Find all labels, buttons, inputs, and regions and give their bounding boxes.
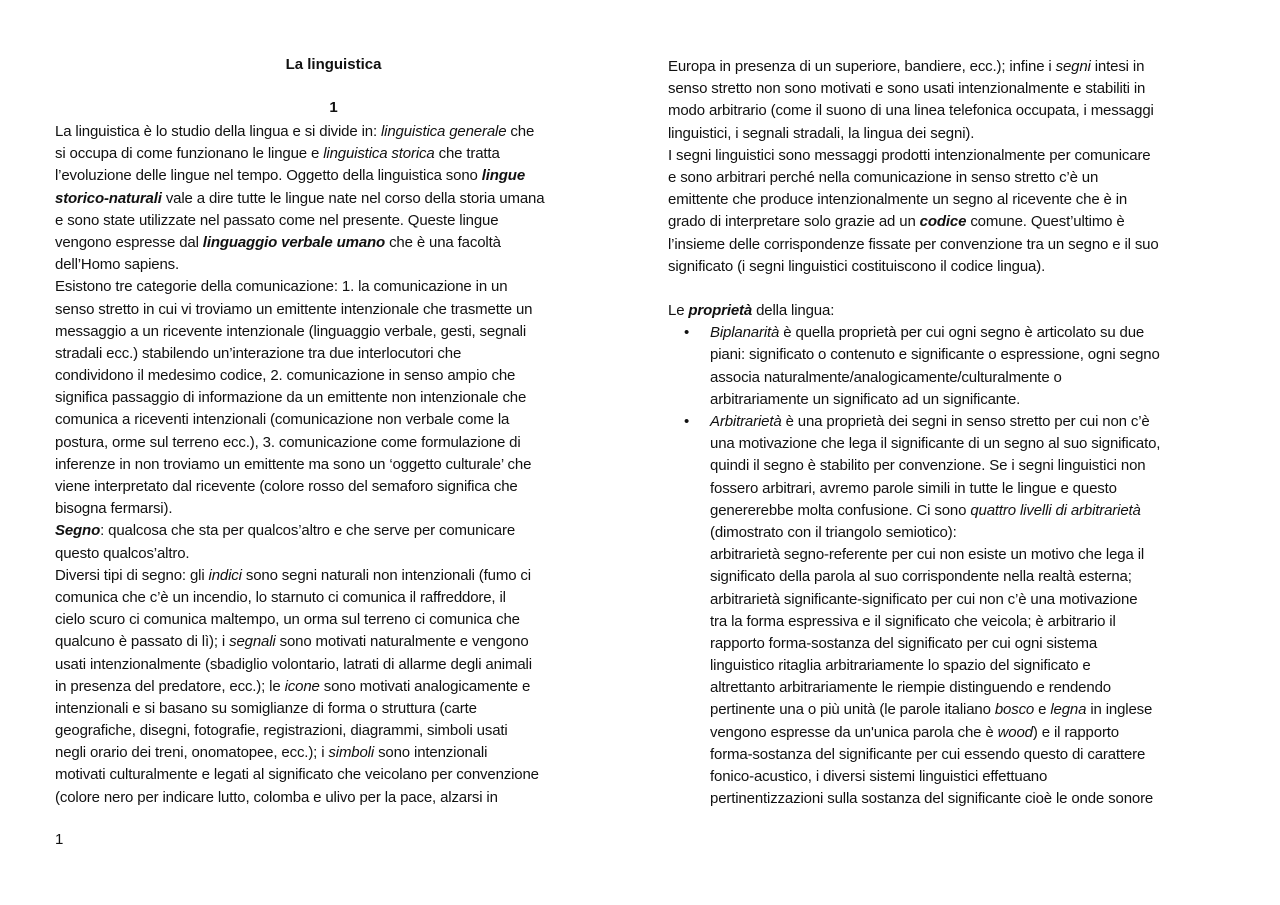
text-run: intenzionali e si basano su somiglianze di forma o struttura (carte (55, 699, 477, 717)
text-line (668, 522, 1160, 544)
text-line (55, 720, 544, 742)
italic-term: Arbitrarietà (710, 413, 782, 430)
text-line (668, 389, 1160, 411)
left-column (55, 121, 544, 809)
emphasized-term: linguaggio verbale umano (202, 233, 386, 251)
text-line (668, 100, 1160, 122)
text-run: sono segni naturali non intenzionali (fumo ci (241, 566, 531, 584)
text-run: cielo scuro ci comunica maltempo, un orma sul terreno ci comunica che (55, 611, 520, 629)
text-run: quindi il segno è stabilito per convenzione. Se i segni linguistici non (710, 457, 1146, 475)
text-line (55, 476, 544, 498)
text-run: sono motivati naturalmente e vengono (275, 633, 529, 651)
italic-term: icone (284, 677, 320, 695)
text-run: e sono arbitrari perché nella comunicazione in senso stretto c’è un (668, 168, 1099, 186)
text-run: motivati culturalmente e legati al significato che veicolano per convenzione (55, 766, 539, 784)
italic-term: linguistica storica (323, 145, 435, 163)
chapter-number: 1 (329, 99, 338, 116)
emphasized-term: lingue (481, 167, 526, 185)
text-line (55, 210, 544, 232)
text-line (55, 520, 544, 542)
right-column (668, 56, 1160, 810)
text-run: fonico-acustico, i diversi sistemi linguistici effettuano (710, 768, 1048, 785)
text-line (668, 78, 1160, 100)
text-run: viene interpretato dal ricevente (colore rosso del semaforo significa che (55, 478, 518, 495)
text-line (668, 655, 1160, 677)
text-line (668, 278, 1160, 300)
text-line (668, 145, 1160, 167)
text-run: arbitrarietà significante-significato per cui non c’è una motivazione (710, 590, 1138, 608)
text-run: si occupa di come funzionano le lingue e (55, 145, 324, 163)
text-run: in inglese (1086, 701, 1153, 719)
text-run: emittente che produce intenzionalmente un segno al ricevente che è in (668, 191, 1128, 209)
text-run: postura, orme sul terreno ecc.), 3. comunicazione come formulazione di (55, 433, 521, 451)
text-run: vengono espresse da un'unica parola che è (710, 723, 998, 741)
text-line (668, 344, 1160, 366)
text-line (668, 455, 1160, 477)
text-run: una motivazione che lega il significante di un segno al suo significato, (710, 435, 1161, 453)
text-run: è una proprietà dei segni in senso stretto per cui non c’è (781, 413, 1150, 430)
text-line (55, 299, 544, 321)
text-run: l’insieme delle corrispondenze fissate per convenzione tra un segno e il suo (668, 235, 1159, 253)
text-line (668, 744, 1160, 766)
text-line (55, 321, 544, 343)
text-run: che è una facoltà (385, 233, 501, 251)
text-run: comunica a riceventi intenzionali (comunicazione non verbale come la (55, 411, 510, 429)
text-line (55, 454, 544, 476)
text-line (668, 500, 1160, 522)
text-line (55, 254, 544, 276)
text-run: altrettanto arbitrariamente le riempie distinguendo e rendendo (710, 679, 1111, 697)
text-run: forma-sostanza del significante per cui essendo questo di carattere (710, 745, 1146, 763)
text-run: vengono espresse dal (55, 233, 203, 251)
italic-term: wood (997, 723, 1033, 741)
text-run: La linguistica è lo studio della lingua e si divide in: (55, 123, 381, 140)
text-run: senso stretto in cui vi troviamo un emittente intenzionale che trasmette un (55, 300, 533, 318)
text-line (55, 343, 544, 365)
italic-term: simboli (328, 744, 375, 762)
text-run: genererebbe molta confusione. Ci sono (710, 501, 971, 519)
italic-term: quattro livelli di arbitrarietà (970, 501, 1141, 519)
text-run: inferenze in non troviamo un emittente ma sono un ‘oggetto culturale’ che (55, 455, 532, 473)
text-run: fossero arbitrari, avremo parole simili in tutte le lingue e questo (710, 479, 1117, 497)
text-line (668, 766, 1160, 788)
text-line (55, 764, 544, 786)
text-run: e (1034, 701, 1051, 719)
text-line (55, 698, 544, 720)
text-run: linguistici, i segnali stradali, la lingua dei segni). (668, 124, 975, 142)
bullet-list-item (668, 411, 1160, 810)
text-line (668, 566, 1160, 588)
text-line (55, 498, 544, 520)
text-run: Europa in presenza di un superiore, bandiere, ecc.); infine i (668, 58, 1056, 75)
text-run: messaggio a un ricevente intenzionale (linguaggio verbale, gesti, segnali (55, 322, 527, 340)
text-line (55, 787, 544, 809)
text-run: usati intenzionalmente (sbadiglio volontario, latrati di allarme degli animali (55, 655, 532, 673)
text-line (668, 722, 1160, 744)
text-line (55, 631, 544, 653)
text-run: I segni linguistici sono messaggi prodotti intenzionalmente per comunicare (668, 146, 1151, 164)
text-line (668, 478, 1160, 500)
text-line (55, 165, 544, 187)
text-line (55, 565, 544, 587)
text-run: vale a dire tutte le lingue nate nel corso della storia umana (161, 189, 545, 207)
text-run: arbitrarietà segno-referente per cui non esiste un motivo che lega il (710, 546, 1145, 564)
text-run: dell’Homo sapiens. (55, 256, 180, 274)
text-line (668, 189, 1160, 211)
text-line (668, 433, 1160, 455)
text-run: grado di interpretare solo grazie ad un (668, 213, 920, 231)
text-run: Le (668, 302, 689, 320)
text-line (55, 654, 544, 676)
text-run: l’evoluzione delle lingue nel tempo. Oggetto della linguistica sono (55, 167, 482, 185)
text-run: piani: significato o contenuto e significante o espressione, ogni segno (710, 346, 1160, 364)
text-line (668, 633, 1160, 655)
text-run: linguistico ritaglia arbitrariamente lo spazio del significato e (710, 657, 1091, 675)
text-line (668, 677, 1160, 699)
text-run: associa naturalmente/analogicamente/culturalmente o (710, 368, 1062, 386)
italic-term: segni (1055, 58, 1091, 75)
text-run: è quella proprietà per cui ogni segno è articolato su due (779, 324, 1145, 342)
emphasized-term: Segno (55, 522, 101, 540)
text-run: intesi in (1090, 58, 1145, 75)
text-line (668, 211, 1160, 233)
bullet-list-item (668, 322, 1160, 411)
text-line (668, 300, 1160, 322)
text-run: della lingua: (752, 302, 835, 320)
text-line (668, 544, 1160, 566)
emphasized-term: proprietà (688, 302, 753, 320)
text-line (668, 367, 1160, 389)
text-run: comune. Quest’ultimo è (966, 213, 1125, 231)
text-run: stradali ecc.) stabilendo un’interazione tra due interlocutori che (55, 344, 462, 362)
text-run: negli orario dei treni, onomatopee, ecc.); i (55, 744, 329, 762)
text-run: tra la forma espressiva e il significato che veicola; è arbitrario il (710, 612, 1116, 630)
text-run: condividono il medesimo codice, 2. comunicazione in senso ampio che (55, 367, 516, 385)
text-run: senso stretto non sono motivati e sono usati intenzionalmente e stabiliti in (668, 80, 1146, 98)
text-line (668, 123, 1160, 145)
text-run: qualcuno è passato di lì); i (55, 633, 230, 651)
text-line (668, 699, 1160, 721)
bullet-icon: • (684, 324, 690, 342)
text-line (668, 411, 1160, 433)
text-run: comunica che c’è un incendio, lo starnuto ci comunica il raffreddore, il (55, 588, 506, 606)
text-line (668, 56, 1160, 78)
text-line (55, 609, 544, 631)
text-run: e sono state utilizzate nel passato come nel presente. Queste lingue (55, 211, 499, 229)
text-line (55, 143, 544, 165)
text-line (55, 232, 544, 254)
document-title: La linguistica (285, 56, 382, 73)
text-run: questo qualcos’altro. (55, 544, 190, 562)
text-line (668, 788, 1160, 810)
text-run: sono intenzionali (374, 744, 488, 762)
text-line (668, 167, 1160, 189)
text-run: : qualcosa che sta per qualcos’altro e che serve per comunicare (100, 522, 516, 540)
italic-term: segnali (229, 633, 276, 651)
text-run: (dimostrato con il triangolo semiotico): (710, 523, 957, 541)
text-line (55, 387, 544, 409)
text-line (668, 256, 1160, 278)
text-line (55, 742, 544, 764)
emphasized-term: codice (919, 213, 967, 231)
italic-term: Biplanarità (710, 324, 780, 342)
text-line (55, 676, 544, 698)
text-run: bisogna fermarsi). (55, 500, 173, 518)
text-line (55, 188, 544, 210)
italic-term: indici (208, 566, 242, 584)
text-line (55, 121, 544, 143)
text-line (55, 409, 544, 431)
text-run: che (506, 123, 535, 140)
text-run: sono motivati analogicamente e (319, 677, 531, 695)
text-run: pertinentizzazioni sulla sostanza del significante cioè le onde sonore (710, 790, 1154, 808)
text-run: geografiche, disegni, fotografie, registrazioni, diagrammi, simboli usati (55, 722, 508, 740)
text-line (668, 322, 1160, 344)
text-run: rapporto forma-sostanza del significato per cui ogni sistema (710, 634, 1098, 652)
text-line (55, 365, 544, 387)
text-line (668, 234, 1160, 256)
text-run: Diversi tipi di segno: gli (55, 566, 209, 584)
text-run: significa passaggio di informazione da un emittente non intenzionale che (55, 389, 527, 407)
italic-term: legna (1050, 701, 1087, 719)
bullet-icon: • (684, 413, 690, 430)
text-line (668, 589, 1160, 611)
emphasized-term: storico-naturali (55, 189, 162, 207)
text-run: modo arbitrario (come il suono di una linea telefonica occupata, i messaggi (668, 102, 1154, 120)
text-run: significato della parola al suo corrispondente nella realtà esterna; (710, 568, 1132, 586)
text-line (55, 543, 544, 565)
text-line (55, 587, 544, 609)
text-run: significato (i segni linguistici costituiscono il codice lingua). (668, 257, 1046, 275)
text-line (668, 611, 1160, 633)
text-run: ) e il rapporto (1032, 723, 1119, 741)
text-run: Esistono tre categorie della comunicazione: 1. la comunicazione in un (55, 278, 508, 296)
text-run: che tratta (434, 145, 500, 163)
text-run: (colore nero per indicare lutto, colomba e ulivo per la pace, alzarsi in (55, 788, 498, 806)
text-line (55, 276, 544, 298)
text-line (55, 432, 544, 454)
italic-term: bosco (994, 701, 1035, 719)
italic-term: linguistica generale (380, 123, 507, 140)
text-run: arbitrariamente un significato ad un significante. (710, 390, 1021, 408)
text-run: pertinente una o più unità (le parole italiano (710, 701, 995, 719)
page-number: 1 (55, 831, 64, 848)
text-run: in presenza del predatore, ecc.); le (55, 677, 285, 695)
